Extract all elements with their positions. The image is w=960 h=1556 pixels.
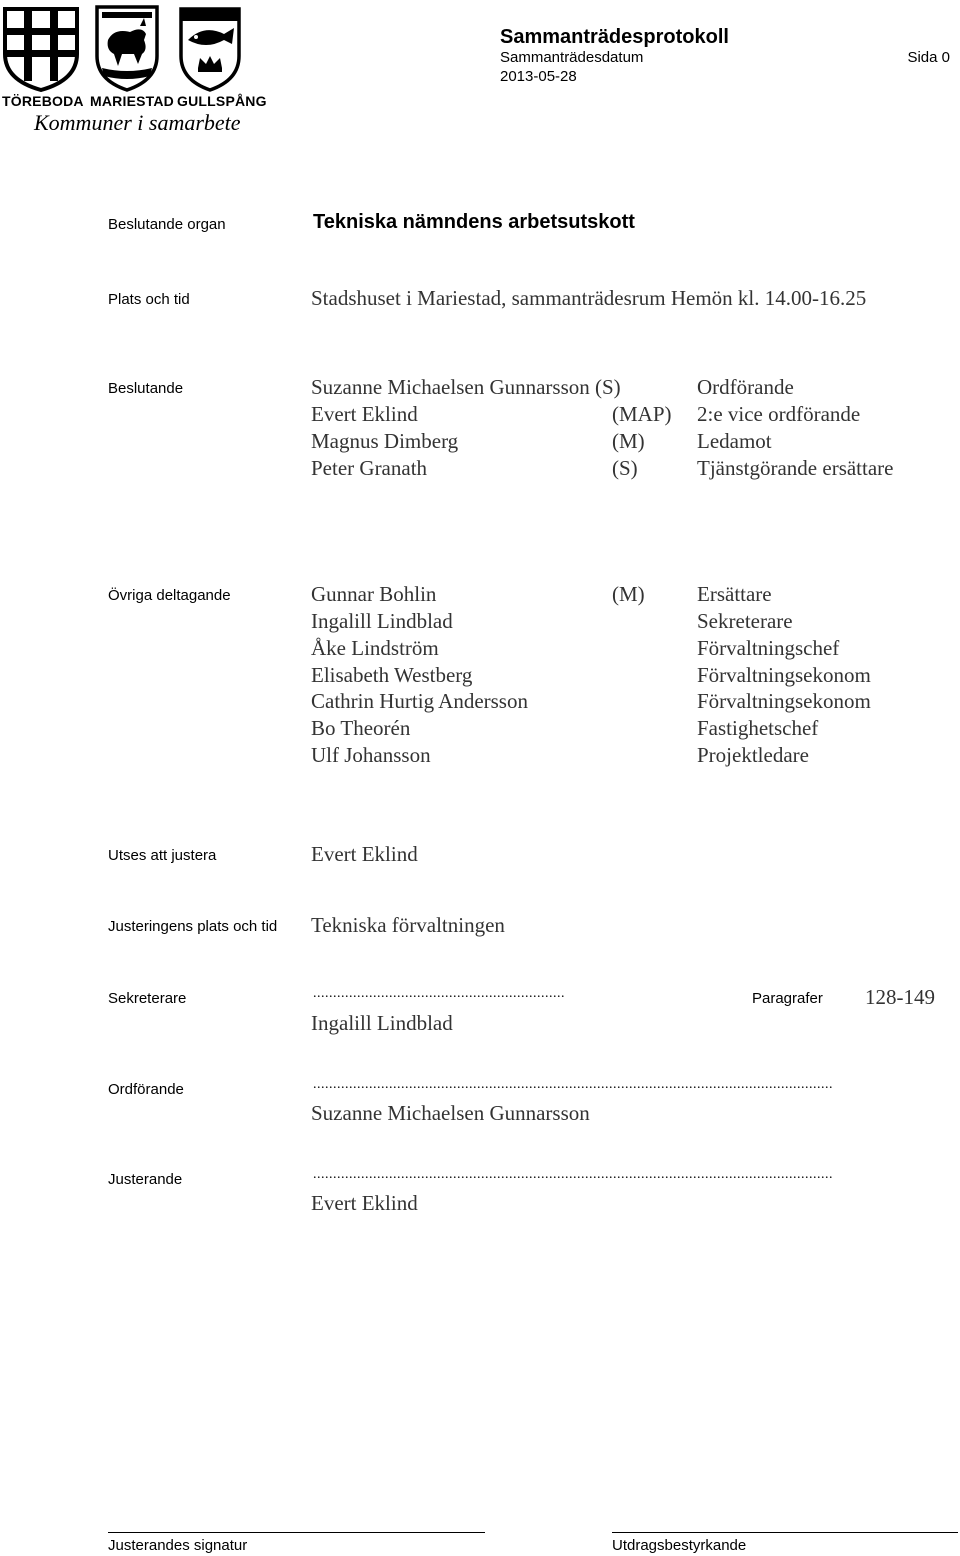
toreboda-coat-of-arms-icon xyxy=(2,6,80,92)
chair-label: Ordförande xyxy=(108,1081,184,1098)
footer-certification-label: Utdragsbestyrkande xyxy=(612,1537,747,1554)
meeting-date: 2013-05-28 xyxy=(500,68,577,85)
meeting-date-label: Sammanträdesdatum xyxy=(500,49,644,66)
participant-name: Cathrin Hurtig Andersson xyxy=(311,689,528,713)
member-party: (M) xyxy=(612,429,645,453)
adjust-place-value: Tekniska förvaltningen xyxy=(311,913,505,937)
others-label: Övriga deltagande xyxy=(108,587,231,604)
place-label: Plats och tid xyxy=(108,291,190,308)
participant-role: Fastighetschef xyxy=(697,716,819,740)
document-title: Sammanträdesprotokoll xyxy=(500,26,729,48)
mariestad-coat-of-arms-icon xyxy=(94,4,160,92)
chair-name: Suzanne Michaelsen Gunnarsson xyxy=(311,1101,590,1125)
adjust-place-label: Justeringens plats och tid xyxy=(108,918,278,935)
member-name: Peter Granath xyxy=(311,456,428,480)
participant-role: Förvaltningsekonom xyxy=(697,663,871,687)
member-role: Ordförande xyxy=(697,375,794,399)
participant-role: Ersättare xyxy=(697,582,772,606)
place-value: Stadshuset i Mariestad, sammanträdesrum Hemön kl. 14.00-16.25 xyxy=(311,286,867,310)
participant-role: Projektledare xyxy=(697,743,809,767)
logo-tagline: Kommuner i samarbete xyxy=(34,110,241,135)
participant-role: Sekreterare xyxy=(697,609,793,633)
participant-name: Åke Lindström xyxy=(311,636,439,660)
signature-line: .................................................................................................................................. xyxy=(313,1167,833,1182)
participant-party: (M) xyxy=(612,582,645,606)
participant-name: Ingalill Lindblad xyxy=(311,609,453,633)
participant-name: Elisabeth Westberg xyxy=(311,663,473,687)
paragraphs-label: Paragrafer xyxy=(752,990,823,1007)
participant-name: Bo Theorén xyxy=(311,716,411,740)
adjuster-label: Utses att justera xyxy=(108,847,217,864)
gullspang-coat-of-arms-icon xyxy=(178,6,242,92)
adjusting-name: Evert Eklind xyxy=(311,1191,418,1215)
organ-label: Beslutande organ xyxy=(108,216,226,233)
logo-municipality-mariestad: MARIESTAD xyxy=(90,93,174,109)
member-name: Evert Eklind xyxy=(311,402,418,426)
participant-name: Gunnar Bohlin xyxy=(311,582,437,606)
member-party: (S) xyxy=(612,456,638,480)
footer-signature-label: Justerandes signatur xyxy=(108,1537,248,1554)
member-name: Magnus Dimberg xyxy=(311,429,459,453)
logo-municipality-gullspang: GULLSPÅNG xyxy=(177,93,267,109)
member-role: Tjänstgörande ersättare xyxy=(697,456,894,480)
participant-name: Ulf Johansson xyxy=(311,743,431,767)
participant-role: Förvaltningschef xyxy=(697,636,840,660)
footer-divider-left xyxy=(108,1532,485,1533)
logo-municipality-toreboda: TÖREBODA xyxy=(2,93,84,109)
member-role: 2:e vice ordförande xyxy=(697,402,861,426)
signature-line: .................................................................................................................................. xyxy=(313,1077,833,1092)
member-name: Suzanne Michaelsen Gunnarsson (S) xyxy=(311,375,621,399)
participant-role: Förvaltningsekonom xyxy=(697,689,871,713)
deciding-label: Beslutande xyxy=(108,380,184,397)
organ-value: Tekniska nämndens arbetsutskott xyxy=(313,211,635,233)
paragraphs-value: 128-149 xyxy=(865,985,935,1009)
signature-line: ............................................................... xyxy=(313,986,565,1001)
secretary-label: Sekreterare xyxy=(108,990,187,1007)
secretary-name: Ingalill Lindblad xyxy=(311,1011,453,1035)
adjuster-value: Evert Eklind xyxy=(311,842,418,866)
member-party: (MAP) xyxy=(612,402,672,426)
member-role: Ledamot xyxy=(697,429,772,453)
adjusting-label: Justerande xyxy=(108,1171,183,1188)
page-number: Sida 0 xyxy=(907,49,950,66)
footer-divider-right xyxy=(612,1532,958,1533)
